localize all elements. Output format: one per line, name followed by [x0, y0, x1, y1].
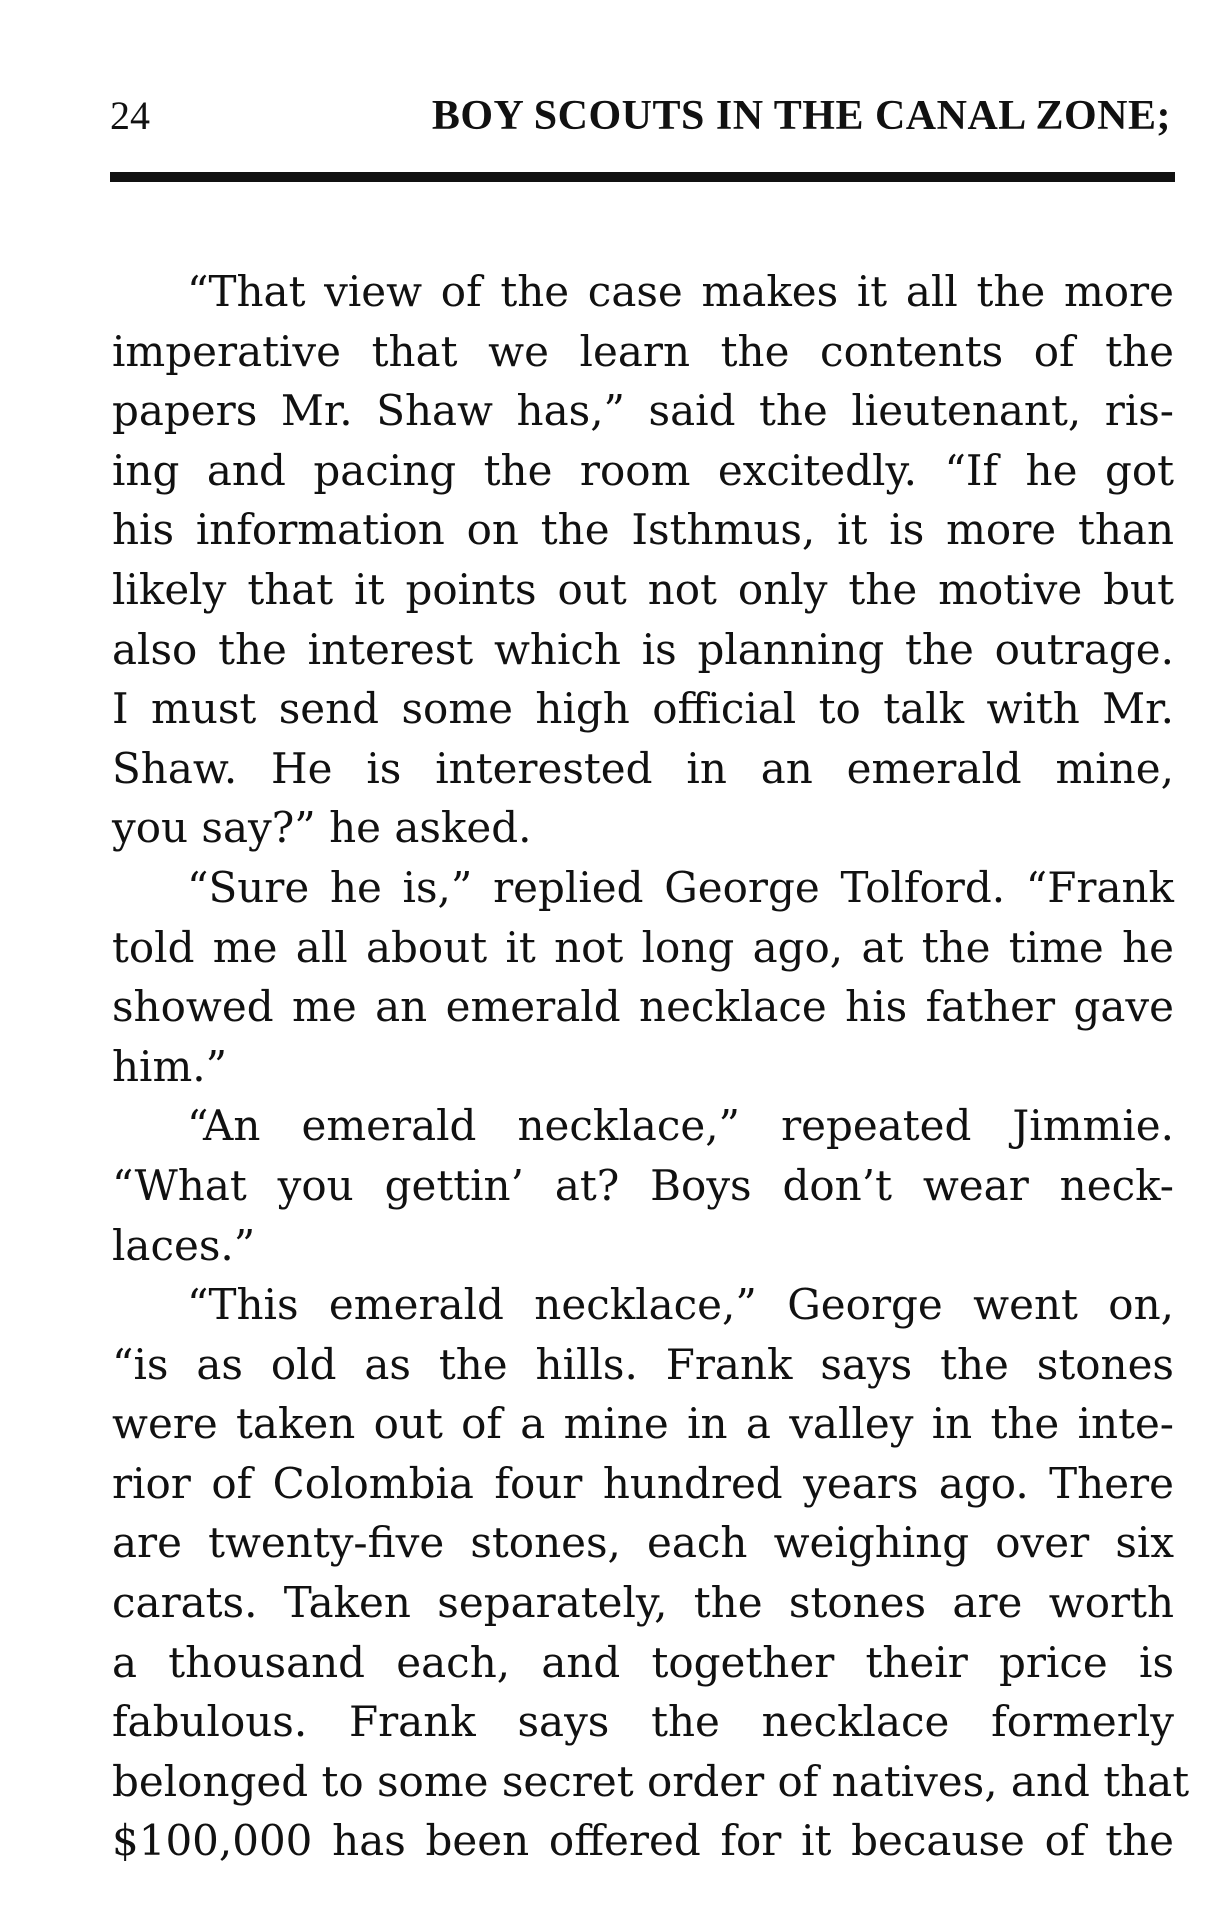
text-line: $100,000 has been offered for it because of the [112, 1816, 1174, 1866]
text-line: “What you gettin’ at? Boys don’t wear neck- [112, 1160, 1174, 1210]
text-line: “This emerald necklace,” George went on, [187, 1280, 1174, 1330]
text-line: told me all about it not long ago, at the time he [112, 922, 1174, 972]
running-head [110, 92, 1175, 148]
text-line: I must send some high official to talk with Mr. [112, 684, 1174, 734]
body-text [112, 262, 1190, 1871]
text-line: showed me an emerald necklace his father gave [112, 982, 1174, 1032]
text-line: imperative that we learn the contents of the [112, 326, 1174, 376]
text-line: papers Mr. Shaw has,” said the lieutenant, ris- [112, 386, 1174, 436]
text-line: “Sure he is,” replied George Tolford. “Frank [187, 862, 1174, 912]
text-line: you say?” he asked. [112, 803, 532, 853]
paragraph [112, 1096, 1174, 1275]
header-rule [110, 172, 1175, 182]
paragraph [112, 858, 1174, 1096]
text-line: were taken out of a mine in a valley in the inte- [112, 1399, 1174, 1449]
text-line: him.” [112, 1041, 228, 1091]
text-line: rior of Colombia four hundred years ago. There [112, 1458, 1174, 1508]
text-line: “is as old as the hills. Frank says the stones [112, 1339, 1174, 1389]
paragraph [112, 1275, 1190, 1871]
text-line: fabulous. Frank says the necklace formerly [112, 1697, 1174, 1747]
text-line: his information on the Isthmus, it is more than [112, 505, 1174, 555]
text-line: a thousand each, and together their price is [112, 1637, 1174, 1687]
text-line: “An emerald necklace,” repeated Jimmie. [187, 1101, 1174, 1151]
page-number: 24 [110, 93, 150, 138]
text-line: “That view of the case makes it all the more [187, 267, 1174, 316]
text-line: are twenty-five stones, each weighing over six [112, 1518, 1174, 1568]
text-line: laces.” [112, 1220, 256, 1270]
running-title: BOY SCOUTS IN THE CANAL ZONE; [431, 93, 1171, 139]
text-line: carats. Taken separately, the stones are worth [112, 1578, 1174, 1628]
text-line: likely that it points out not only the motive but [112, 564, 1174, 614]
text-line: Shaw. He is interested in an emerald mine, [112, 743, 1174, 793]
paragraph [112, 262, 1174, 858]
text-line: ing and pacing the room excitedly. “If he got [112, 445, 1174, 495]
text-line: belonged to some secret order of natives, and that [112, 1756, 1190, 1806]
text-line: also the interest which is planning the outrage. [112, 624, 1174, 674]
